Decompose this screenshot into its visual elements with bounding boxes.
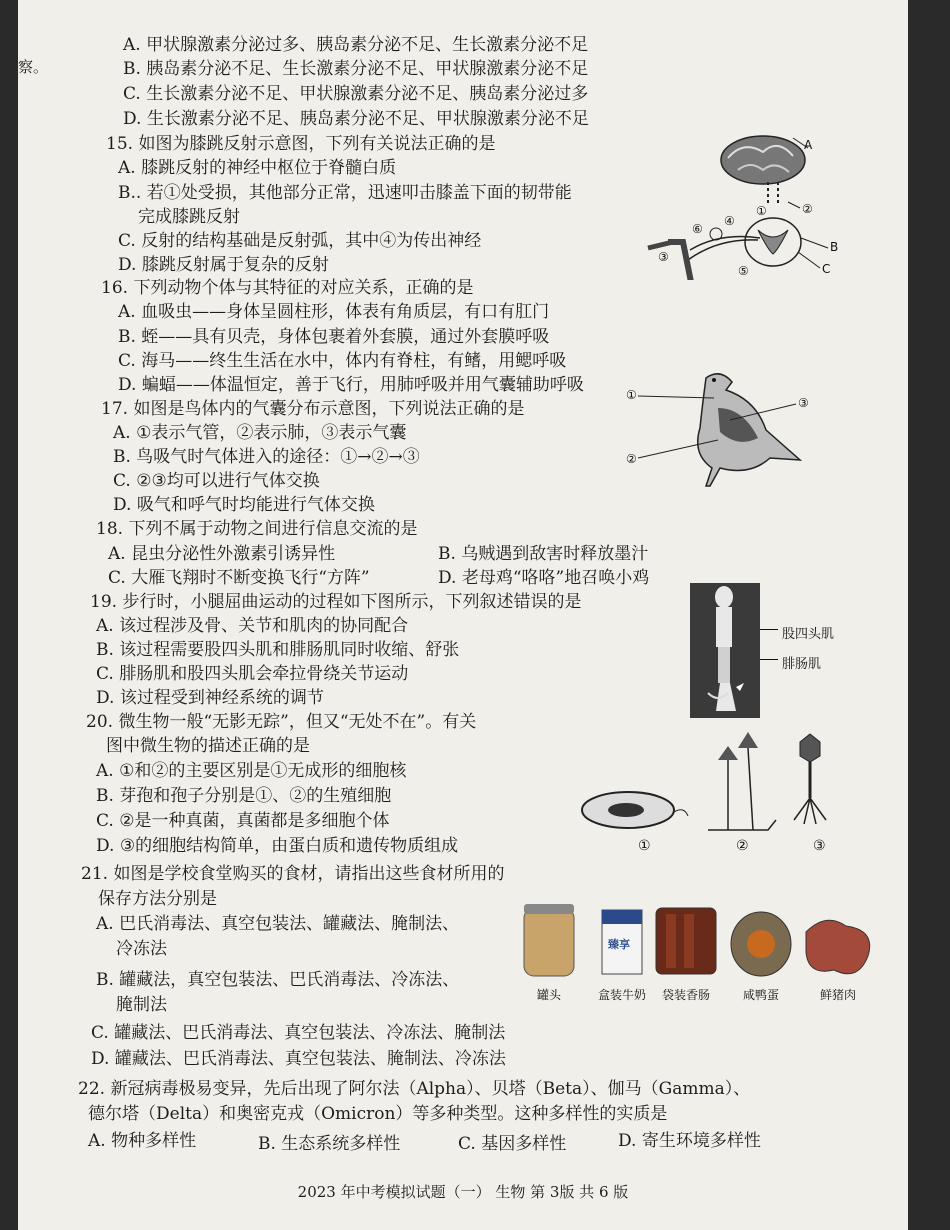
q19-option-a: A. 该过程涉及骨、关节和肌肉的协同配合 — [96, 616, 409, 636]
gastrocnemius-label: 腓肠肌 — [782, 657, 822, 672]
q20-stem-line2: 图中微生物的描述正确的是 — [106, 736, 310, 756]
q17-option-b: B. 鸟吸气时气体进入的途径：①→②→③ — [113, 447, 420, 467]
milk-box-text: 臻享 — [608, 938, 630, 951]
caption-sausage: 袋装香肠 — [661, 988, 710, 1002]
q18-option-a: A. 昆虫分泌性外激素引诱异性 — [108, 544, 336, 564]
q22-option-c: C. 基因多样性 — [458, 1134, 567, 1154]
bird-label-1: ① — [626, 388, 637, 402]
exam-page — [18, 0, 908, 1230]
quadriceps-label: 股四头肌 — [782, 627, 835, 642]
q15-option-b-line1: B.. 若①处受损，其他部分正常，迅速叩击膝盖下面的韧带能 — [118, 183, 572, 203]
q19-option-b: B. 该过程需要股四头肌和腓肠肌同时收缩、舒张 — [96, 640, 460, 660]
q21-option-a-line1: A. 巴氏消毒法、真空包装法、罐藏法、腌制法、 — [96, 914, 460, 934]
q17-stem: 17. 如图是鸟体内的气囊分布示意图，下列说法正确的是 — [101, 399, 525, 419]
leg-muscle-diagram — [690, 583, 860, 718]
q17-option-a: A. ①表示气管，②表示肺，③表示气囊 — [113, 423, 407, 443]
q22-option-d: D. 寄生环境多样性 — [618, 1131, 761, 1151]
q21-stem-line2: 保存方法分别是 — [98, 889, 217, 909]
q20-option-b: B. 芽孢和孢子分别是①、②的生殖细胞 — [96, 786, 392, 806]
bird-air-sac-diagram — [618, 368, 818, 493]
label-c: C — [822, 262, 831, 276]
q19-option-d: D. 该过程受到神经系统的调节 — [96, 688, 324, 708]
q16-option-c: C. 海马——终生生活在水中，体内有脊柱，有鳍，用鳃呼吸 — [118, 351, 567, 371]
knee-reflex-diagram — [628, 130, 848, 280]
q17-option-d: D. 吸气和呼气时均能进行气体交换 — [113, 495, 375, 515]
page-footer: 2023 年中考模拟试题（一） 生物 第 3版 共 6 版 — [297, 1183, 629, 1201]
label-2: ② — [802, 202, 813, 216]
caption-pork: 鲜猪肉 — [819, 988, 856, 1002]
label-6: ⑥ — [692, 222, 703, 236]
label-3: ③ — [658, 250, 669, 264]
q21-option-c: C. 罐藏法、巴氏消毒法、真空包装法、冷冻法、腌制法 — [91, 1023, 506, 1043]
q15-option-d: D. 膝跳反射属于复杂的反射 — [118, 255, 329, 275]
label-a: A — [804, 138, 813, 152]
microbe-label-1: ① — [638, 838, 651, 854]
microorganism-diagram — [578, 730, 838, 855]
q16-option-d: D. 蝙蝠——体温恒定，善于飞行，用肺呼吸并用气囊辅助呼吸 — [118, 375, 584, 395]
label-b: B — [830, 240, 839, 254]
q16-option-a: A. 血吸虫——身体呈圆柱形，体表有角质层，有口有肛门 — [118, 302, 550, 322]
q14-option-c: C. 生长激素分泌不足、甲状腺激素分泌不足、胰岛素分泌过多 — [123, 84, 589, 104]
bird-label-3: ③ — [798, 396, 809, 410]
food-photos — [516, 902, 876, 1008]
q16-option-b: B. 蛭——具有贝壳，身体包裹着外套膜，通过外套膜呼吸 — [118, 327, 550, 347]
q15-stem: 15. 如图为膝跳反射示意图，下列有关说法正确的是 — [106, 134, 496, 154]
q22-stem-line1: 22. 新冠病毒极易变异，先后出现了阿尔法（Alpha）、贝塔（Beta）、伽马（Gamma）、 — [78, 1079, 751, 1099]
q21-option-b-line1: B. 罐藏法，真空包装法、巴氏消毒法、冷冻法、 — [96, 970, 460, 990]
q14-option-a: A. 甲状腺激素分泌过多、胰岛素分泌不足、生长激素分泌不足 — [123, 35, 589, 55]
q18-option-c: C. 大雁飞翔时不断变换飞行“方阵” — [108, 568, 370, 588]
caption-can: 罐头 — [536, 988, 561, 1002]
q16-stem: 16. 下列动物个体与其特征的对应关系，正确的是 — [101, 278, 474, 298]
q22-stem-line2: 德尔塔（Delta）和奥密克戎（Omicron）等多种类型。这种多样性的实质是 — [88, 1104, 668, 1124]
q14-option-d: D. 生长激素分泌不足、胰岛素分泌不足、甲状腺激素分泌不足 — [123, 109, 589, 129]
q15-option-a: A. 膝跳反射的神经中枢位于脊髓白质 — [118, 158, 397, 178]
q21-stem-line1: 21. 如图是学校食堂购买的食材，请指出这些食材所用的 — [81, 864, 505, 884]
microbe-label-2: ② — [736, 838, 749, 854]
q20-stem-line1: 20. 微生物一般“无影无踪”，但又“无处不在”。有关 — [86, 712, 477, 732]
label-4: ④ — [724, 214, 735, 228]
q20-option-d: D. ③的细胞结构简单，由蛋白质和遗传物质组成 — [96, 836, 459, 856]
q22-option-a: A. 物种多样性 — [88, 1131, 197, 1151]
caption-milk: 盒装牛奶 — [597, 988, 646, 1002]
q18-stem: 18. 下列不属于动物之间进行信息交流的是 — [96, 519, 418, 539]
q18-option-b: B. 乌贼遇到敌害时释放墨汁 — [438, 544, 649, 564]
q17-option-c: C. ②③均可以进行气体交换 — [113, 471, 320, 491]
q19-option-c: C. 腓肠肌和股四头肌会牵拉骨绕关节运动 — [96, 664, 409, 684]
caption-egg: 咸鸭蛋 — [742, 988, 779, 1002]
q20-option-c: C. ②是一种真菌，真菌都是多细胞个体 — [96, 811, 390, 831]
bird-label-2: ② — [626, 452, 637, 466]
q18-option-d: D. 老母鸡“咯咯”地召唤小鸡 — [438, 568, 650, 588]
margin-text: 察。 — [18, 58, 49, 76]
q15-option-c: C. 反射的结构基础是反射弧，其中④为传出神经 — [118, 231, 482, 251]
microbe-label-3: ③ — [813, 838, 826, 854]
q14-option-b: B. 胰岛素分泌不足、生长激素分泌不足、甲状腺激素分泌不足 — [123, 59, 589, 79]
q19-stem: 19. 步行时，小腿屈曲运动的过程如下图所示，下列叙述错误的是 — [90, 592, 582, 612]
label-1: ① — [756, 204, 767, 218]
q21-option-a-line2: 冷冻法 — [116, 939, 167, 959]
q21-option-b-line2: 腌制法 — [116, 995, 167, 1015]
q20-option-a: A. ①和②的主要区别是①无成形的细胞核 — [96, 761, 407, 781]
q21-option-d: D. 罐藏法、巴氏消毒法、真空包装法、腌制法、冷冻法 — [91, 1049, 506, 1069]
label-5: ⑤ — [738, 264, 749, 278]
q15-option-b-line2: 完成膝跳反射 — [138, 207, 240, 227]
q22-option-b: B. 生态系统多样性 — [258, 1134, 401, 1154]
